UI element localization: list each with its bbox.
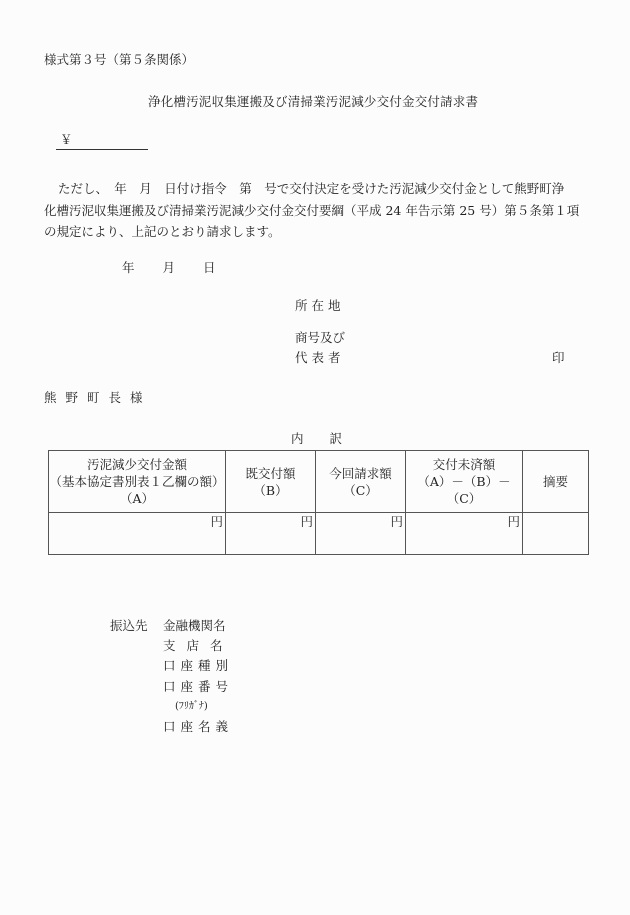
header-line: 摘要 bbox=[542, 474, 568, 489]
form-number: 様式第３号（第５条関係） bbox=[44, 52, 195, 67]
yen-symbol: ￥ bbox=[60, 132, 73, 147]
breakdown-title-right: 訳 bbox=[329, 431, 343, 446]
header-line: （B） bbox=[253, 482, 288, 498]
header-line: 今回請求額 bbox=[329, 465, 392, 481]
request-body bbox=[44, 178, 604, 243]
seal-mark: 印 bbox=[552, 350, 565, 365]
cell-current-request[interactable]: 円 bbox=[316, 513, 406, 555]
header-already-paid bbox=[226, 451, 316, 513]
header-line: （基本協定書別表１乙欄の額） bbox=[49, 474, 225, 489]
cell-subsidy-amount[interactable]: 円 bbox=[49, 513, 226, 555]
table-row bbox=[49, 513, 589, 555]
date-year: 年 bbox=[122, 260, 135, 275]
date-day: 日 bbox=[203, 260, 216, 275]
request-date[interactable] bbox=[122, 262, 216, 275]
header-line: （C） bbox=[343, 482, 378, 498]
header-line: （A）－（B）－（C） bbox=[417, 474, 511, 506]
account-holder-label: 口座名義 bbox=[163, 719, 234, 734]
body-line-3: の規定により、上記のとおり請求します。 bbox=[44, 224, 281, 239]
header-line: 交付未済額 bbox=[432, 457, 496, 472]
address-label: 所在地 bbox=[295, 298, 345, 313]
branch-name-label: 支店名 bbox=[163, 638, 234, 653]
header-subsidy-amount bbox=[49, 451, 226, 513]
amount-field[interactable] bbox=[56, 134, 148, 150]
date-month: 月 bbox=[162, 260, 176, 275]
body-line-1: ただし、 年 月 日付け指令 第 号で交付決定を受けた汚泥減少交付金として熊野町浄 bbox=[58, 181, 565, 196]
table-header-row bbox=[49, 451, 589, 513]
breakdown-title-left: 内 bbox=[291, 431, 304, 446]
header-unpaid-amount bbox=[406, 451, 523, 513]
furigana-label: (ﾌﾘｶﾞﾅ) bbox=[175, 701, 208, 712]
breakdown-table bbox=[48, 450, 589, 555]
account-type-label: 口座種別 bbox=[163, 658, 234, 673]
header-line: 既交付額 bbox=[245, 465, 296, 481]
account-number-label: 口座番号 bbox=[163, 679, 234, 694]
body-line-2: 化槽汚泥収集運搬及び清掃業汚泥減少交付金交付要綱（平成 24 年告示第 25 号）第５条第１項 bbox=[44, 202, 580, 218]
cell-unpaid-amount[interactable]: 円 bbox=[406, 513, 523, 555]
cell-already-paid[interactable]: 円 bbox=[226, 513, 316, 555]
bank-transfer-heading: 振込先 bbox=[110, 618, 148, 633]
addressee: 熊野町長様 bbox=[44, 390, 152, 405]
header-line: （A） bbox=[119, 491, 155, 506]
representative-label: 代表者 bbox=[295, 350, 345, 365]
header-line: 汚泥減少交付金額 bbox=[86, 457, 187, 472]
bank-name-label: 金融機関名 bbox=[163, 618, 226, 633]
document-title: 浄化槽汚泥収集運搬及び清掃業汚泥減少交付金交付請求書 bbox=[148, 94, 479, 109]
header-current-request bbox=[316, 451, 406, 513]
breakdown-title bbox=[291, 433, 342, 446]
cell-remarks[interactable] bbox=[523, 513, 589, 555]
header-remarks bbox=[523, 451, 589, 513]
trade-name-label: 商号及び bbox=[295, 330, 346, 345]
